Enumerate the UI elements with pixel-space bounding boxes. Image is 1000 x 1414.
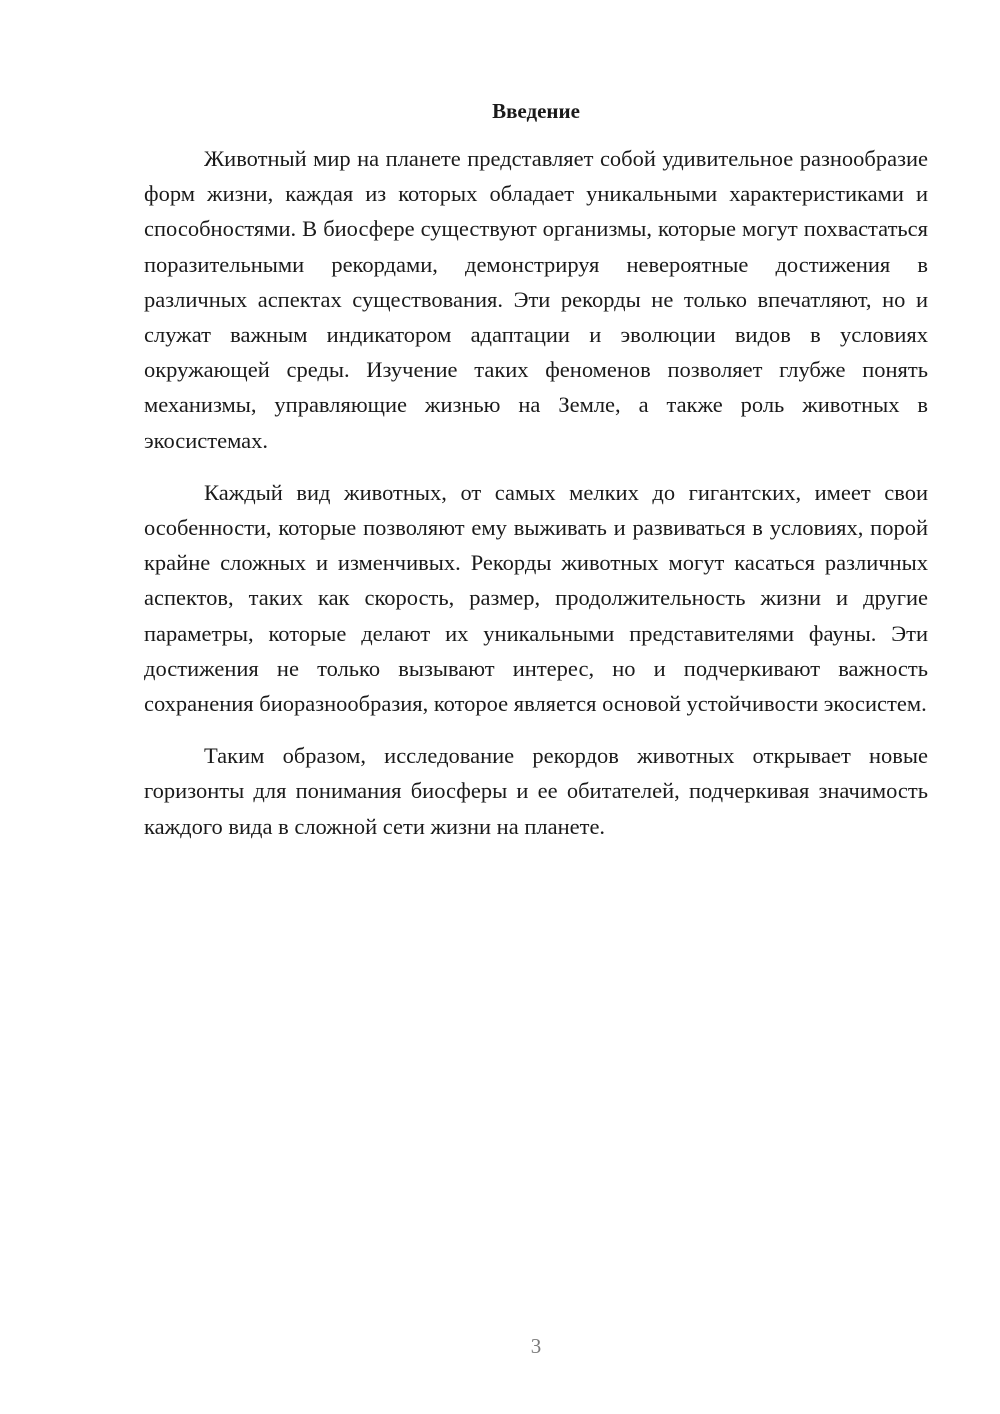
section-heading: Введение: [492, 99, 580, 123]
paragraph-2: Каждый вид животных, от самых мелких до гигантских, имеет свои особенности, которые позволяют ему выживать и развиваться в условиях, порой крайне сложных и изменчивых. Рекорды животных могут касаться различных аспектов, таких как скорость, размер, продолжительность жизни и другие параметры, которые делают их уникальными представителями фауны. Эти достижения не только вызывают интерес, но и подчеркивают важность сохранения биоразнообразия, которое является основой устойчивости экосистем.: [144, 479, 928, 717]
page-content: [144, 96, 928, 844]
page-number: 3: [530, 1334, 542, 1358]
paragraph-1: Животный мир на планете представляет собой удивительное разнообразие форм жизни, каждая из которых обладает уникальными характеристиками и способностями. В биосфере существуют организмы, которые могут похвастаться поразительными рекордами, демонстрируя невероятные достижения в различных аспектах существования. Эти рекорды не только впечатляют, но и служат важным индикатором адаптации и эволюции видов в условиях окружающей среды. Изучение таких феноменов позволяет глубже понять механизмы, управляющие жизнью на Земле, а также роль животных в экосистемах.: [144, 146, 928, 453]
paragraph-3: Таким образом, исследование рекордов животных открывает новые горизонты для понимания биосферы и ее обитателей, подчеркивая значимость каждого вида в сложной сети жизни на планете.: [144, 743, 928, 839]
